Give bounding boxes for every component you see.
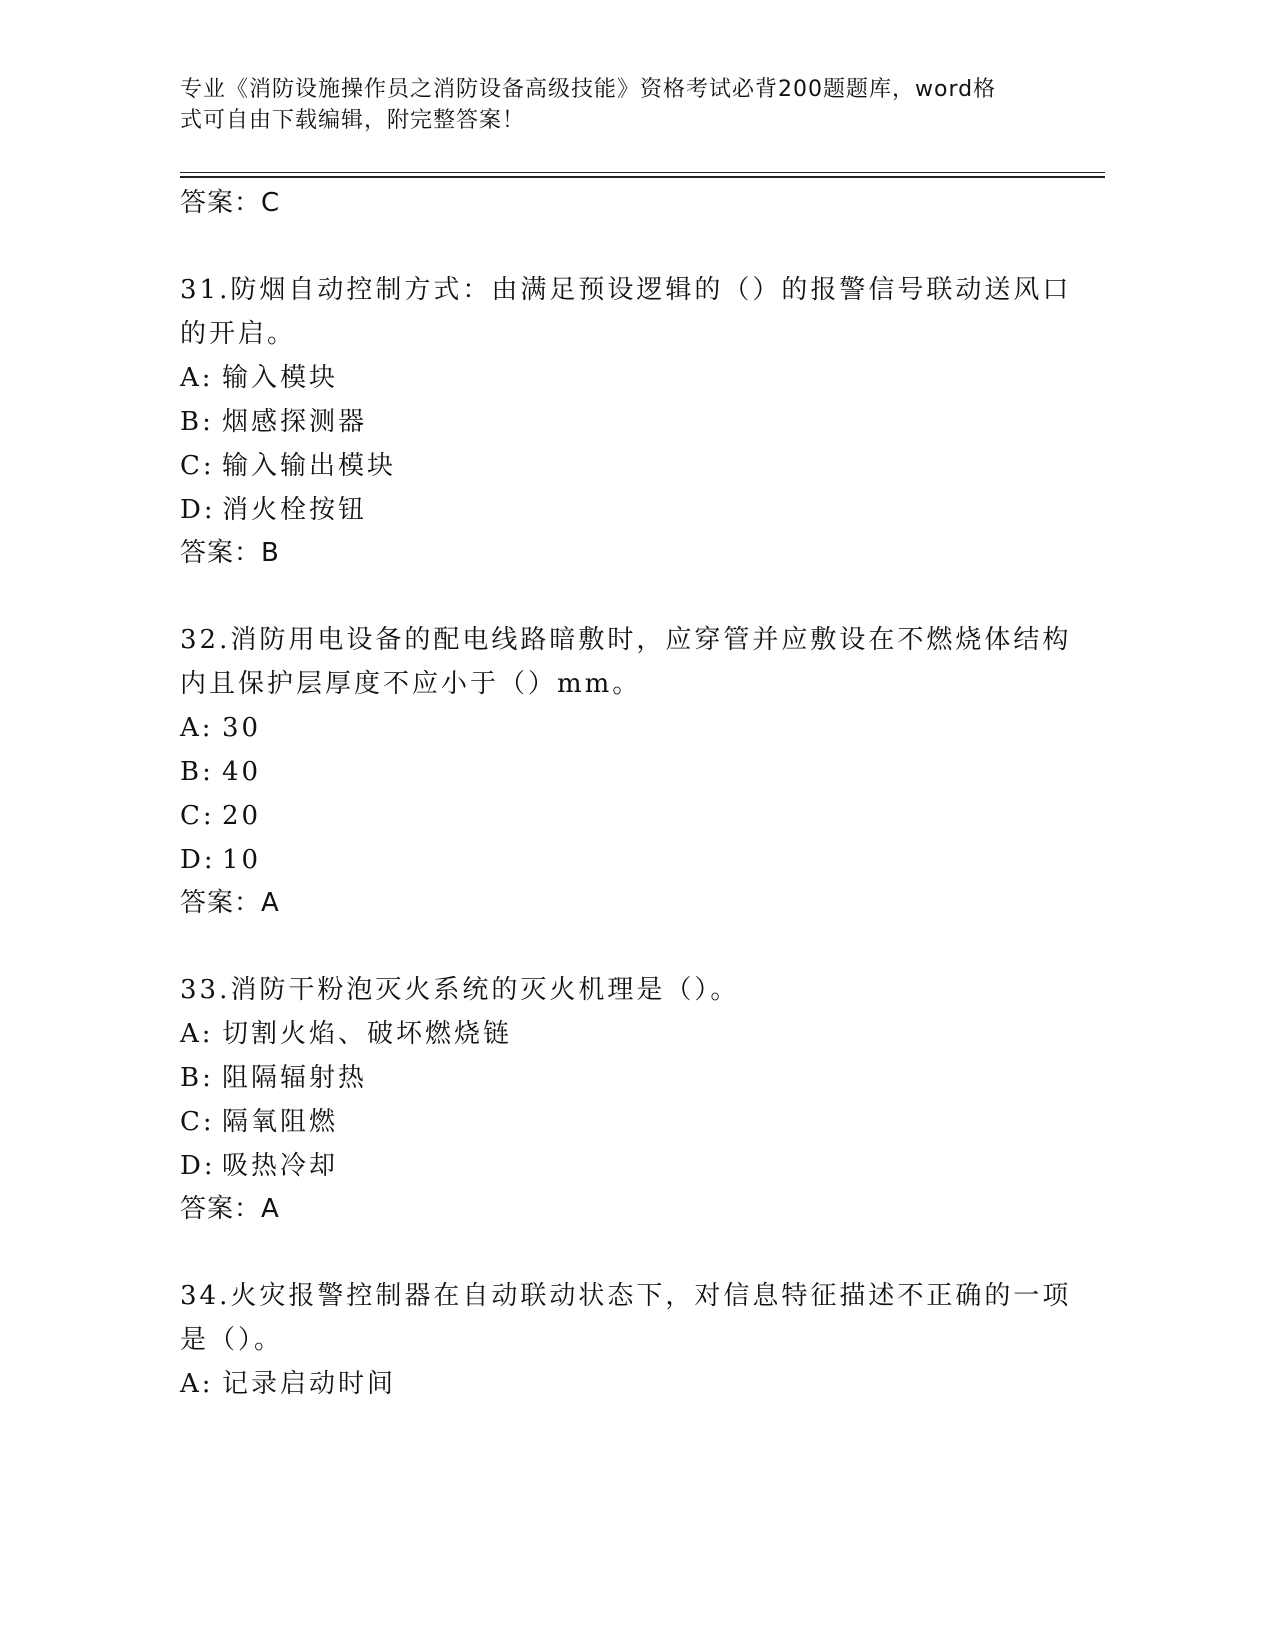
option-letter: C: (180, 1107, 215, 1137)
option-letter: A: (180, 713, 214, 743)
question-32 (180, 618, 1080, 924)
option-text: 40 (222, 757, 262, 787)
option-c (180, 794, 1080, 838)
option-c (180, 1100, 1080, 1144)
question-stem-line: 是（）。 (180, 1325, 284, 1355)
option-text: 烟感探测器 (222, 407, 368, 437)
option-letter: A: (180, 1019, 214, 1049)
question-34 (180, 1274, 1080, 1406)
question-31 (180, 268, 1080, 574)
header-divider-top (180, 172, 1105, 173)
question-33 (180, 968, 1080, 1230)
question-stem-line: 的开启。 (180, 319, 297, 349)
answer-line: 答案：A (180, 888, 280, 918)
question-stem-line: 34.火灾报警控制器在自动联动状态下，对信息特征描述不正确的一项 (180, 1281, 1072, 1311)
option-b (180, 750, 1080, 794)
header-line-2: 式可自由下载编辑，附完整答案！ (180, 108, 526, 133)
option-a (180, 356, 1080, 400)
header-divider-bottom (180, 176, 1105, 178)
question-stem-line: 33.消防干粉泡灭火系统的灭火机理是（）。 (180, 975, 740, 1005)
option-b (180, 400, 1080, 444)
option-text: 吸热冷却 (222, 1151, 339, 1181)
option-letter: D: (180, 845, 216, 875)
option-b (180, 1056, 1080, 1100)
option-text: 输入输出模块 (222, 451, 397, 481)
answer-line: 答案：A (180, 1194, 280, 1224)
question-stem-line: 32.消防用电设备的配电线路暗敷时，应穿管并应敷设在不燃烧体结构 (180, 625, 1072, 655)
document-header (180, 74, 1040, 136)
option-letter: B: (180, 407, 214, 437)
option-text: 记录启动时间 (222, 1369, 397, 1399)
option-letter: C: (180, 451, 215, 481)
option-letter: B: (180, 757, 214, 787)
option-d (180, 838, 1080, 882)
option-c (180, 444, 1080, 488)
option-d (180, 488, 1080, 532)
question-list (180, 182, 1080, 1406)
answer-line: 答案：B (180, 538, 280, 568)
option-letter: D: (180, 1151, 216, 1181)
option-text: 消火栓按钮 (222, 495, 368, 525)
answer-line: 答案：C (180, 188, 281, 218)
option-text: 20 (222, 801, 262, 831)
option-a (180, 706, 1080, 750)
question-stem-line: 31.防烟自动控制方式：由满足预设逻辑的（）的报警信号联动送风口 (180, 275, 1072, 305)
option-letter: C: (180, 801, 215, 831)
option-text: 10 (222, 845, 262, 875)
option-text: 切割火焰、破坏燃烧链 (222, 1019, 513, 1049)
option-letter: B: (180, 1063, 214, 1093)
option-text: 输入模块 (222, 363, 339, 393)
option-letter: A: (180, 363, 214, 393)
option-text: 阻隔辐射热 (222, 1063, 368, 1093)
question-stem-line: 内且保护层厚度不应小于（）mm。 (180, 669, 642, 699)
option-d (180, 1144, 1080, 1188)
option-letter: A: (180, 1369, 214, 1399)
option-a (180, 1012, 1080, 1056)
option-text: 30 (222, 713, 262, 743)
option-a (180, 1362, 1080, 1406)
option-letter: D: (180, 495, 216, 525)
option-text: 隔氧阻燃 (222, 1107, 339, 1137)
header-line-1: 专业《消防设施操作员之消防设备高级技能》资格考试必背200题题库，word格 (180, 77, 997, 102)
